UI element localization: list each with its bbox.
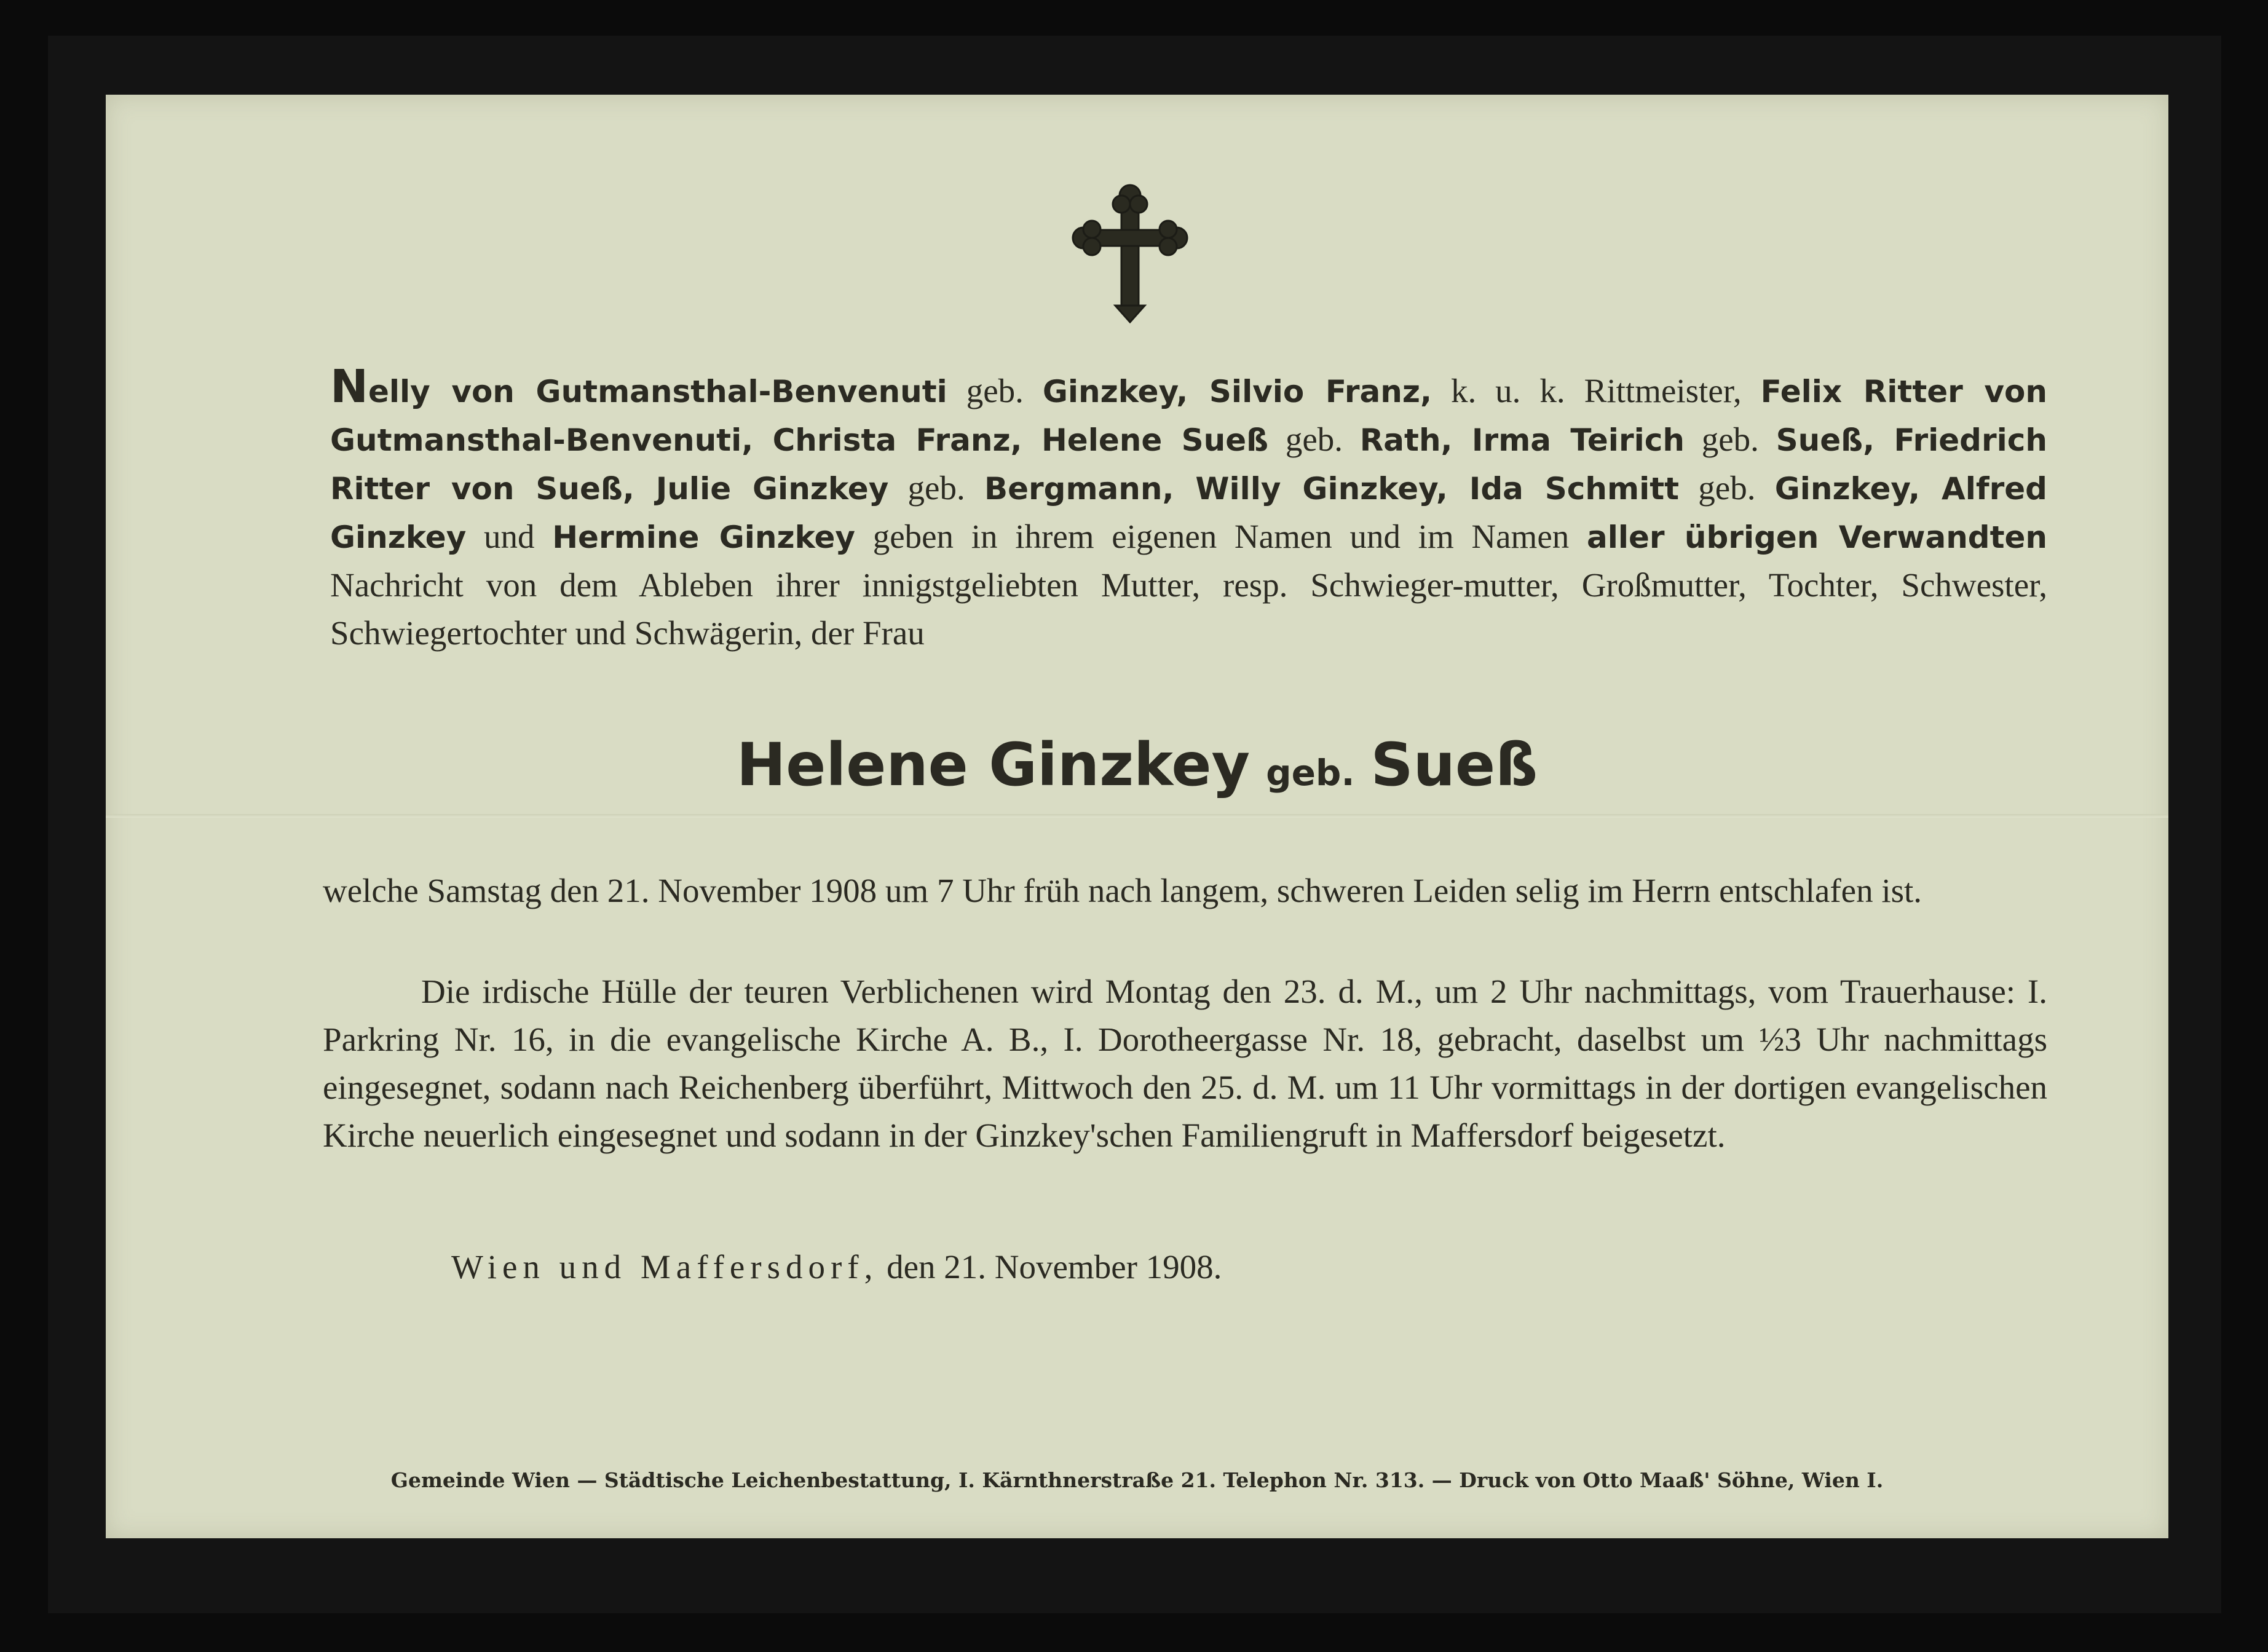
death-notice-card bbox=[106, 95, 2168, 1538]
place-date-line: Wien und Maffersdorf, den 21. November 1908. bbox=[451, 1248, 1222, 1286]
funeral-paragraph: Die irdische Hülle der teuren Verblichenen wird Montag den 23. d. M., um 2 Uhr nachmittags, vom Trauerhause: I. Parkring Nr. 16, in die evangelische Kirche A. B., I. Dorotheergasse Nr. 18, gebracht, daselbst um ½3 Uhr nachmittags eingesegnet, sodann nach Reichenberg überführt, Mittwoch den 25. d. M. um 11 Uhr vormittags in der dortigen evangelischen Kirche neuerlich eingesegnet und sodann in der Ginzkey'schen Familiengruft in Maffersdorf beigesetzt. bbox=[323, 973, 2047, 1154]
printer-footer: Gemeinde Wien — Städtische Leichenbestattung, I. Kärnthnerstraße 21. Telephon Nr. 313. — Druck von Otto Maaß' Söhne, Wien I. bbox=[390, 1468, 1884, 1492]
paper-fold-crease bbox=[106, 814, 2168, 818]
intro-paragraph: Nelly von Gutmansthal-Benvenuti geb. Ginzkey, Silvio Franz, k. u. k. Rittmeister, Felix Ritter von Gutmansthal-Benvenuti, Christa Franz, Helene Sueß geb. Rath, Irma Teirich geb. Sueß, Friedrich Ritter von Sueß, Julie Ginzkey geb. Bergmann, Willy Ginzkey, Ida Schmitt geb. Ginzkey, Alfred Ginzkey und Hermine Ginzkey geben in ihrem eigenen Namen und im Namen aller übrigen Verwandten Nachricht von dem Ableben ihrer innigstgeliebten Mutter, resp. Schwieger-mutter, Großmutter, Tochter, Schwester, Schwiegertochter und Schwägerin, der Frau bbox=[330, 360, 2048, 652]
drop-cap: N bbox=[330, 360, 368, 413]
budded-cross-icon bbox=[1069, 180, 1191, 327]
deceased-name: Helene Ginzkey geb. Sueß bbox=[736, 730, 1538, 799]
death-paragraph: welche Samstag den 21. November 1908 um 7 Uhr früh nach langem, schweren Leiden selig im Herrn entschlafen ist. bbox=[323, 872, 1922, 909]
